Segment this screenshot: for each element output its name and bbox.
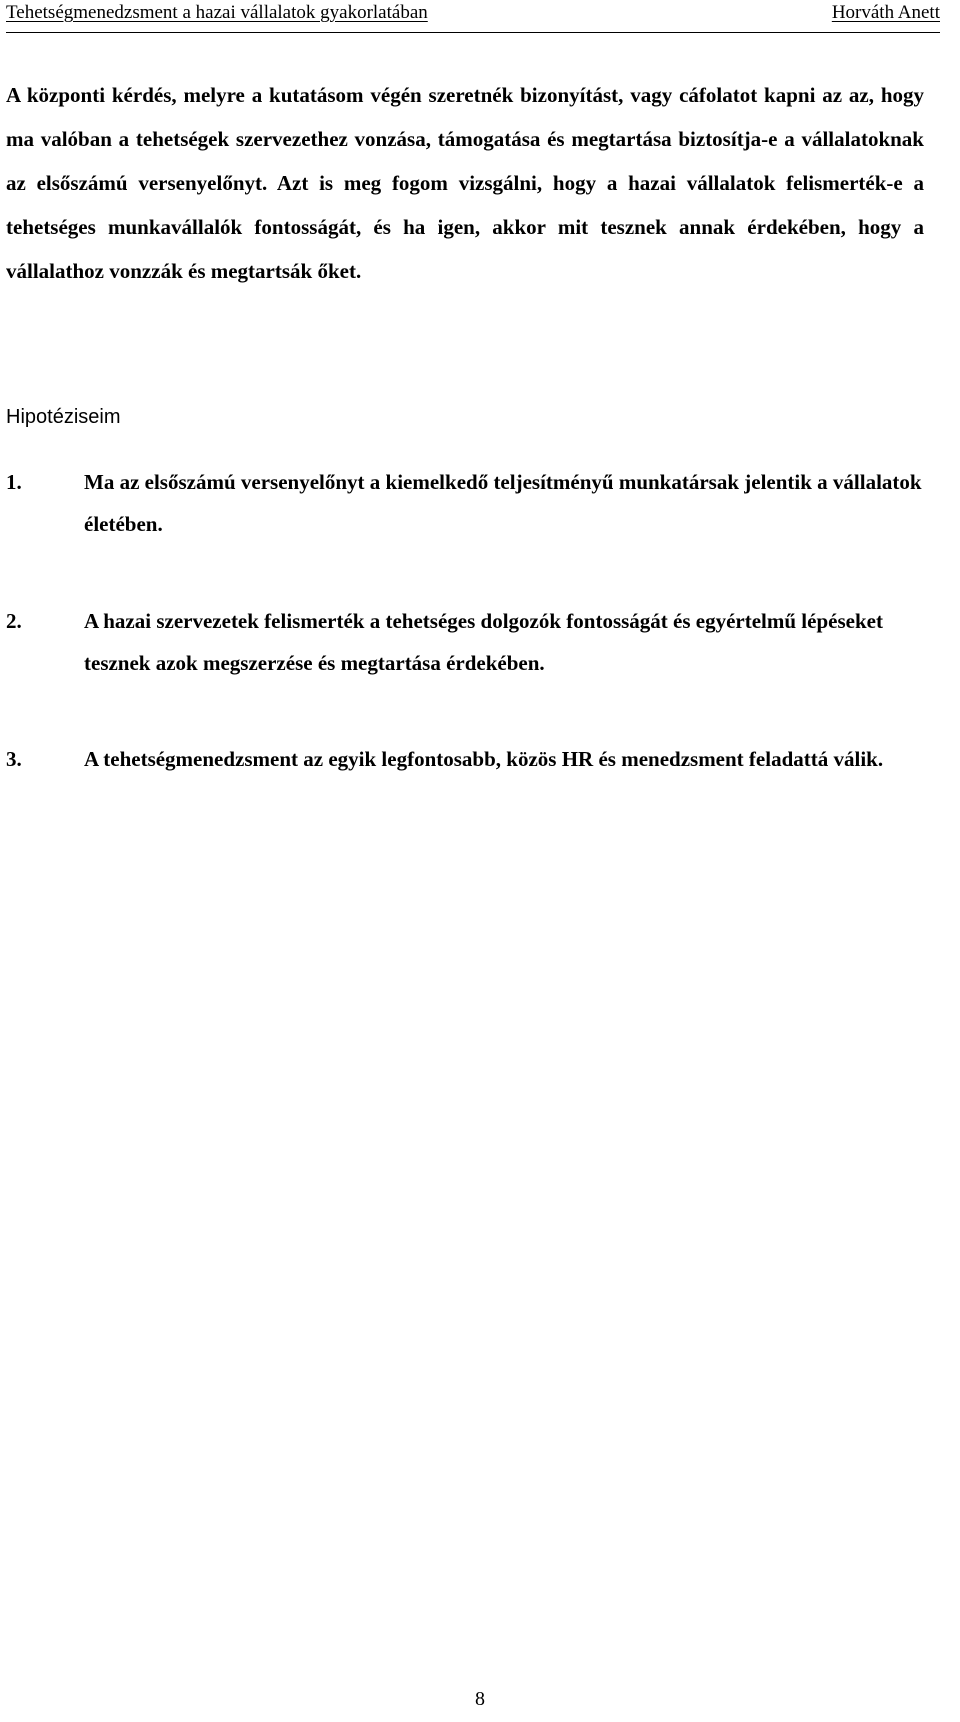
hypothesis-item-3 xyxy=(6,738,940,780)
hypothesis-number: 2. xyxy=(6,609,22,633)
hypothesis-number: 3. xyxy=(6,747,22,771)
running-header xyxy=(6,0,940,33)
hypothesis-text: A hazai szervezetek felismerték a tehetséges dolgozók fontosságát és egyértelmű lépéseket tesznek azok megszerzése és megtartása érdekében. xyxy=(84,609,883,675)
hypothesis-text: Ma az elsőszámú versenyelőnyt a kiemelkedő teljesítményű munkatársak jelentik a vállalatok életében. xyxy=(84,470,922,536)
page-number: 8 xyxy=(475,1688,485,1710)
hypothesis-number: 1. xyxy=(6,470,22,494)
hypothesis-item-1 xyxy=(6,461,940,545)
hypotheses-heading: Hipotéziseim xyxy=(6,406,121,428)
hypothesis-item-2 xyxy=(6,600,940,684)
header-author-name: Horváth Anett xyxy=(831,2,940,23)
hypothesis-text: A tehetségmenedzsment az egyik legfontosabb, közös HR és menedzsment feladattá válik. xyxy=(84,747,884,771)
research-question-paragraph: A központi kérdés, melyre a kutatásom végén szeretnék bizonyítást, vagy cáfolatot kapni az az, hogy ma valóban a tehetségek szervezethez vonzása, támogatása és megtartása biztosítja-e a vállalatoknak az elsőszámú versenyelőnyt. Azt is meg fogom vizsgálni, hogy a hazai vállalatok felismerték-e a tehetséges munkavállalók fontosságát, és ha igen, akkor mit tesznek annak érdekében, hogy a vállalathoz vonzzák és megtartsák őket. xyxy=(6,83,924,283)
header-document-title: Tehetségmenedzsment a hazai vállalatok gyakorlatában xyxy=(6,2,428,23)
